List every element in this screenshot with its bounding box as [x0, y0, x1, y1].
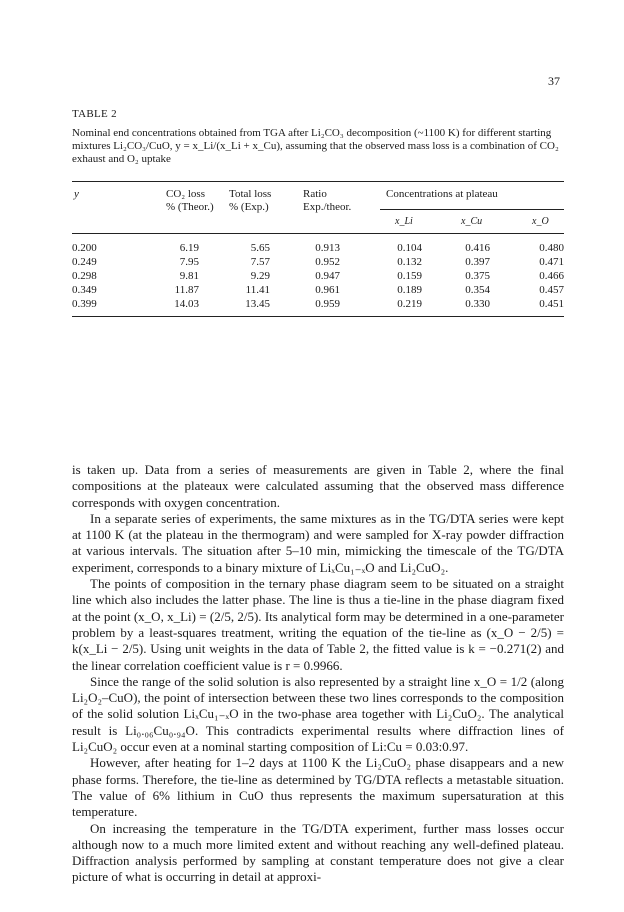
cell-ratio: 0.959 [315, 298, 340, 310]
cell-x-li: 0.104 [397, 242, 422, 254]
table-row [72, 242, 564, 255]
cell-co2-loss: 7.95 [179, 256, 199, 268]
header-co2-loss [166, 188, 214, 214]
cell-y: 0.200 [72, 242, 97, 254]
table-bottom-rule [72, 316, 564, 317]
header-total-loss [229, 188, 271, 214]
cell-co2-loss: 14.03 [174, 298, 199, 310]
cell-x-cu: 0.354 [465, 284, 490, 296]
cell-co2-loss: 9.81 [179, 270, 199, 282]
cell-x-o: 0.471 [539, 256, 564, 268]
table-row [72, 256, 564, 269]
cell-x-o: 0.480 [539, 242, 564, 254]
header-co2-loss-line2: % (Theor.) [166, 201, 214, 213]
cell-x-cu: 0.375 [465, 270, 490, 282]
header-co2-loss-line1: CO₂ loss [166, 188, 205, 200]
table-top-rule [72, 181, 564, 182]
paragraph: However, after heating for 1–2 days at 1100 K the Li₂CuO₂ phase disappears and a new phase forms. Therefore, the tie-line as determined by TG/DTA reflects a metastable situation. The value of 6% lithium in CuO thus represents the maximum supersaturation at this temperature. [72, 755, 564, 820]
page-number: 37 [548, 74, 560, 88]
cell-y: 0.349 [72, 284, 97, 296]
cell-total-loss: 9.29 [250, 270, 270, 282]
cell-y: 0.249 [72, 256, 97, 268]
cell-co2-loss: 11.87 [174, 284, 199, 296]
header-x-o: x_O [532, 216, 549, 227]
cell-ratio: 0.947 [315, 270, 340, 282]
cell-total-loss: 7.57 [250, 256, 270, 268]
body-text [72, 462, 564, 886]
cell-x-li: 0.219 [397, 298, 422, 310]
cell-x-cu: 0.330 [465, 298, 490, 310]
cell-x-li: 0.189 [397, 284, 422, 296]
header-concentrations: Concentrations at plateau [386, 188, 498, 200]
table-row [72, 270, 564, 283]
cell-ratio: 0.913 [315, 242, 340, 254]
header-total-loss-line1: Total loss [229, 188, 272, 200]
table-label: TABLE 2 [72, 108, 117, 120]
table-caption: Nominal end concentrations obtained from TGA after Li₂CO₃ decomposition (~1100 K) for different starting mixtures Li₂CO₃/CuO, y = x_Li/(x_Li + x_Cu), assuming that the observed mass loss is a combination of CO₂ exhaust and O₂ uptake [72, 127, 559, 165]
paragraph: On increasing the temperature in the TG/DTA experiment, further mass losses occur although now to a much more limited extent and without reaching any well-defined plateau. Diffraction analysis performed by sampling at constant temperature does not give a clear picture of what is occurring in detail at approxi- [72, 820, 564, 885]
cell-x-cu: 0.397 [465, 256, 490, 268]
header-x-cu: x_Cu [461, 216, 483, 227]
cell-total-loss: 5.65 [250, 242, 270, 254]
table-header-rule [72, 233, 564, 234]
header-x-li: x_Li [395, 216, 413, 227]
paragraph: The points of composition in the ternary phase diagram seem to be situated on a straight line which also includes the latter phase. The line is thus a tie-line in the phase diagram fixed at the point (x_O, x_Li) = (2/5, 2/5). Its analytical form may be determined in a one-parameter problem by a least-squares treatment, writing the equation of the tie-line as (x_O − 2/5) = k(x_Li − 2/5). Using unit weights in the data of Table 2, the fitted value is k = −0.271(2) and the linear correlation coefficient value is r = 0.9966. [72, 576, 564, 673]
cell-x-li: 0.132 [397, 256, 422, 268]
header-ratio-line1: Ratio [303, 188, 327, 200]
cell-x-o: 0.451 [539, 298, 564, 310]
concentrations-sub-rule [380, 209, 564, 210]
cell-x-o: 0.466 [539, 270, 564, 282]
paragraph: In a separate series of experiments, the same mixtures as in the TG/DTA series were kept at 1100 K (at the plateau in the thermogram) and were sampled for X-ray powder diffraction at various intervals. The situation after 5–10 min, mimicking the timescale of the TG/DTA experiment, corresponds to a binary mixture of LiₓCu₁₋ₓO and Li₂CuO₂. [72, 510, 564, 575]
header-total-loss-line2: % (Exp.) [229, 201, 269, 213]
table-row [72, 298, 564, 311]
table-row [72, 284, 564, 297]
header-ratio [303, 188, 351, 214]
cell-total-loss: 11.41 [245, 284, 270, 296]
cell-x-o: 0.457 [539, 284, 564, 296]
header-ratio-line2: Exp./theor. [303, 201, 352, 213]
cell-co2-loss: 6.19 [179, 242, 199, 254]
cell-y: 0.298 [72, 270, 97, 282]
cell-x-cu: 0.416 [465, 242, 490, 254]
cell-y: 0.399 [72, 298, 97, 310]
cell-ratio: 0.961 [315, 284, 340, 296]
cell-ratio: 0.952 [315, 256, 340, 268]
header-y: y [74, 188, 79, 200]
cell-x-li: 0.159 [397, 270, 422, 282]
paragraph: Since the range of the solid solution is also represented by a straight line x_O = 1/2 (along Li₂O₂–CuO), the point of intersection between these two lines corresponds to the composition of the solid solution LiₓCu₁₋ₓO in the two-phase area together with Li₂CuO₂. The analytical result is Li₀.₀₆Cu₀.₉₄O. This contradicts experimental results where diffraction lines of Li₂CuO₂ occur even at a nominal starting composition of Li:Cu = 0.03:0.97. [72, 673, 564, 755]
paragraph: is taken up. Data from a series of measurements are given in Table 2, where the final compositions at the plateaux were calculated assuming that the observed mass difference corresponds with oxygen concentration. [72, 462, 564, 510]
cell-total-loss: 13.45 [245, 298, 270, 310]
